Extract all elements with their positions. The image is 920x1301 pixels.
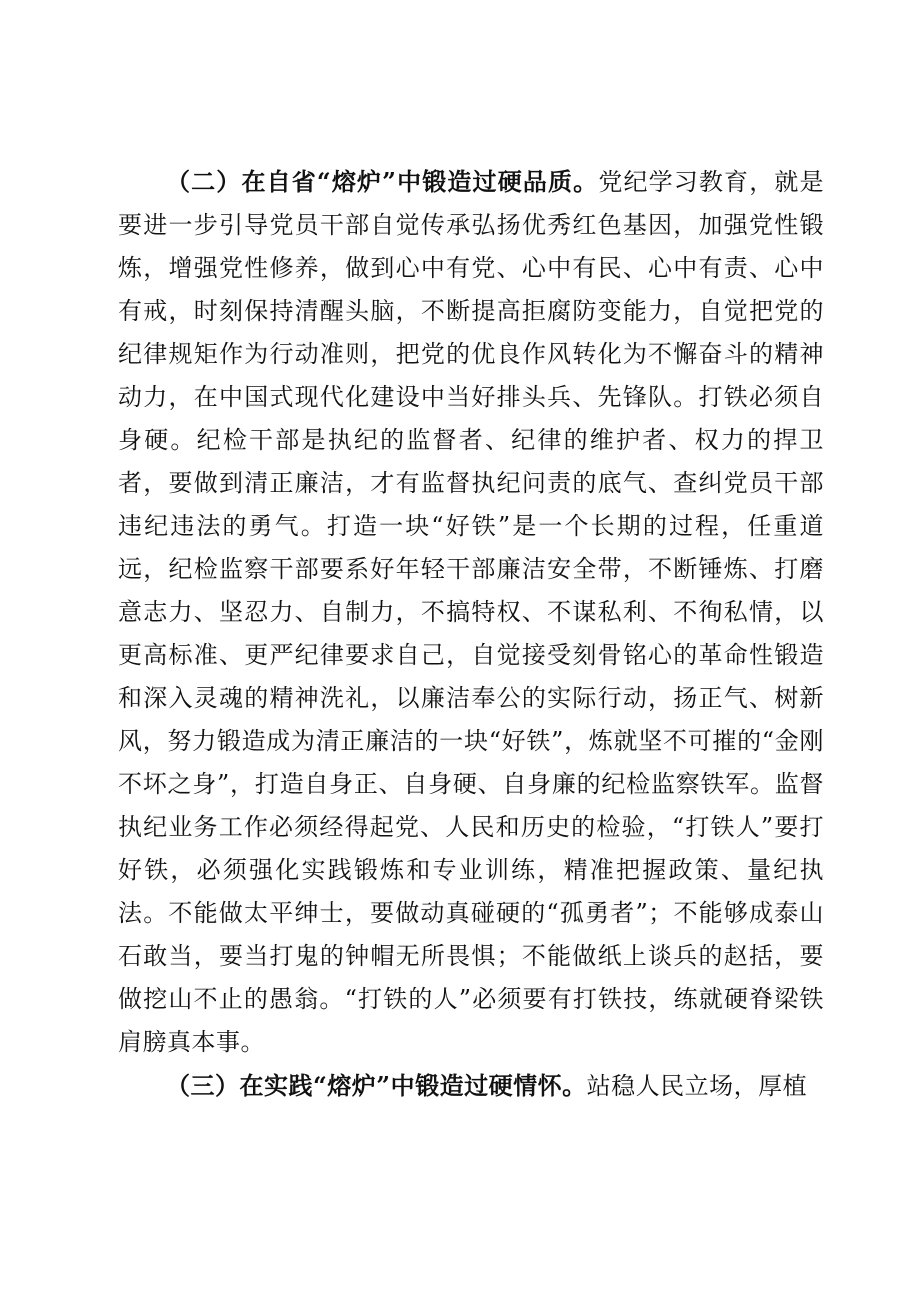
section-heading-2: （二）在自省“熔炉”中锻造过硬品质。 bbox=[166, 167, 599, 196]
section-heading-3: （三）在实践“熔炉”中锻造过硬情怀。 bbox=[166, 1071, 587, 1100]
section-body-2: 党纪学习教育，就是要进一步引导党员干部自觉传承弘扬优秀红色基因，加强党性锻炼，增强党性修养，做到心中有党、心中有民、心中有责、心中有戒，时刻保持清醒头脑，不断提高拒腐防变能力，自觉把党的纪律规矩作为行动准则，把党的优良作风转化为不懈奋斗的精神动力，在中国式现代化建设中当好排头兵、先锋队。打铁必须自身硬。纪检干部是执纪的监督者、纪律的维护者、权力的捍卫者，要做到清正廉洁，才有监督执纪问责的底气、查纠党员干部违纪违法的勇气。打造一块“好铁”是一个长期的过程，任重道远，纪检监察干部要系好年轻干部廉洁安全带，不断锤炼、打磨意志力、坚忍力、自制力，不搞特权、不谋私利、不徇私情，以更高标准、更严纪律要求自己，自觉接受刻骨铭心的革命性锻造和深入灵魂的精神洗礼，以廉洁奉公的实际行动，扬正气、树新风，努力锻造成为清正廉洁的一块“好铁”，炼就坚不可摧的“金刚不坏之身”，打造自身正、自身硬、自身廉的纪检监察铁军。监督执纪业务工作必须经得起党、人民和历史的检验，“打铁人”要打好铁，必须强化实践锻炼和专业训练，精准把握政策、量纪执法。不能做太平绅士，要做动真碰硬的“孤勇者”；不能够成泰山石敢当，要当打鬼的钟帽无所畏惧；不能做纸上谈兵的赵括，要做挖山不止的愚翁。“打铁的人”必须要有打铁技，练就硬脊梁铁肩膀真本事。 bbox=[118, 168, 825, 1056]
paragraph-section-3 bbox=[118, 1064, 824, 1108]
paragraph-section-2 bbox=[118, 160, 824, 1064]
document-body bbox=[118, 160, 824, 1108]
section-body-3: 站稳人民立场，厚植 bbox=[586, 1072, 808, 1100]
